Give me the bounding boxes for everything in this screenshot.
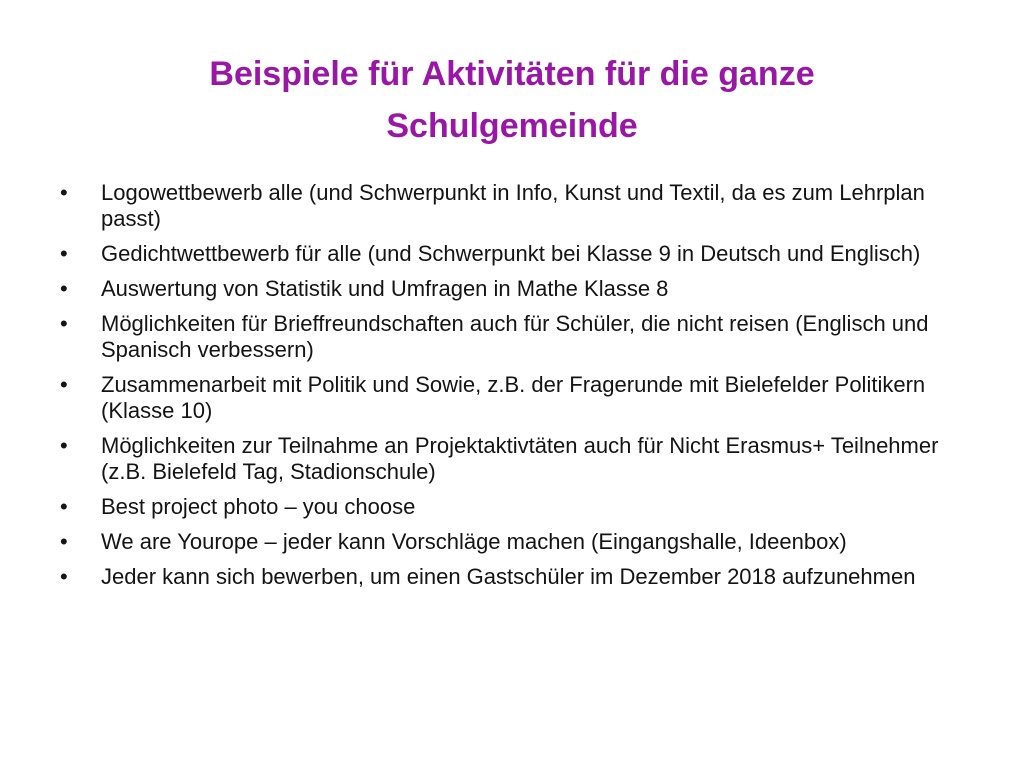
list-item-text: Möglichkeiten zur Teilnahme an Projektaktivtäten auch für Nicht Erasmus+ Teilnehmer (z.B. Bielefeld Tag, Stadionschule) — [101, 433, 939, 484]
list-item-text: Jeder kann sich bewerben, um einen Gastschüler im Dezember 2018 aufzunehmen — [101, 564, 916, 589]
list-item — [60, 241, 980, 267]
bullet-icon: • — [60, 311, 68, 336]
bullet-icon: • — [60, 276, 68, 301]
list-item — [60, 529, 980, 555]
bullet-icon: • — [60, 494, 68, 519]
list-item-text: Auswertung von Statistik und Umfragen in Mathe Klasse 8 — [101, 276, 669, 301]
bullet-icon: • — [60, 564, 68, 589]
bullet-icon: • — [60, 529, 68, 554]
bullet-list — [60, 180, 980, 599]
bullet-icon: • — [60, 372, 68, 397]
list-item-text: Best project photo – you choose — [101, 494, 416, 519]
list-item — [60, 276, 980, 302]
list-item-text: Gedichtwettbewerb für alle (und Schwerpunkt bei Klasse 9 in Deutsch und Englisch) — [101, 241, 921, 266]
list-item — [60, 372, 980, 424]
list-item-text: Zusammenarbeit mit Politik und Sowie, z.B. der Fragerunde mit Bielefelder Politikern (Klasse 10) — [101, 372, 926, 423]
list-item-text: Logowettbewerb alle (und Schwerpunkt in Info, Kunst und Textil, da es zum Lehrplan passt) — [101, 180, 925, 231]
bullet-icon: • — [60, 180, 68, 205]
list-item — [60, 311, 980, 363]
list-item-text: We are Yourope – jeder kann Vorschläge machen (Eingangshalle, Ideenbox) — [101, 529, 847, 554]
list-item — [60, 433, 980, 485]
list-item — [60, 564, 980, 590]
bullet-icon: • — [60, 241, 68, 266]
bullet-icon: • — [60, 433, 68, 458]
list-item — [60, 494, 980, 520]
list-item-text: Möglichkeiten für Brieffreundschaften auch für Schüler, die nicht reisen (Englisch und Spanisch verbessern) — [101, 311, 929, 362]
list-item — [60, 180, 980, 232]
slide-title: Beispiele für Aktivitäten für die ganze Schulgemeinde — [209, 55, 815, 145]
